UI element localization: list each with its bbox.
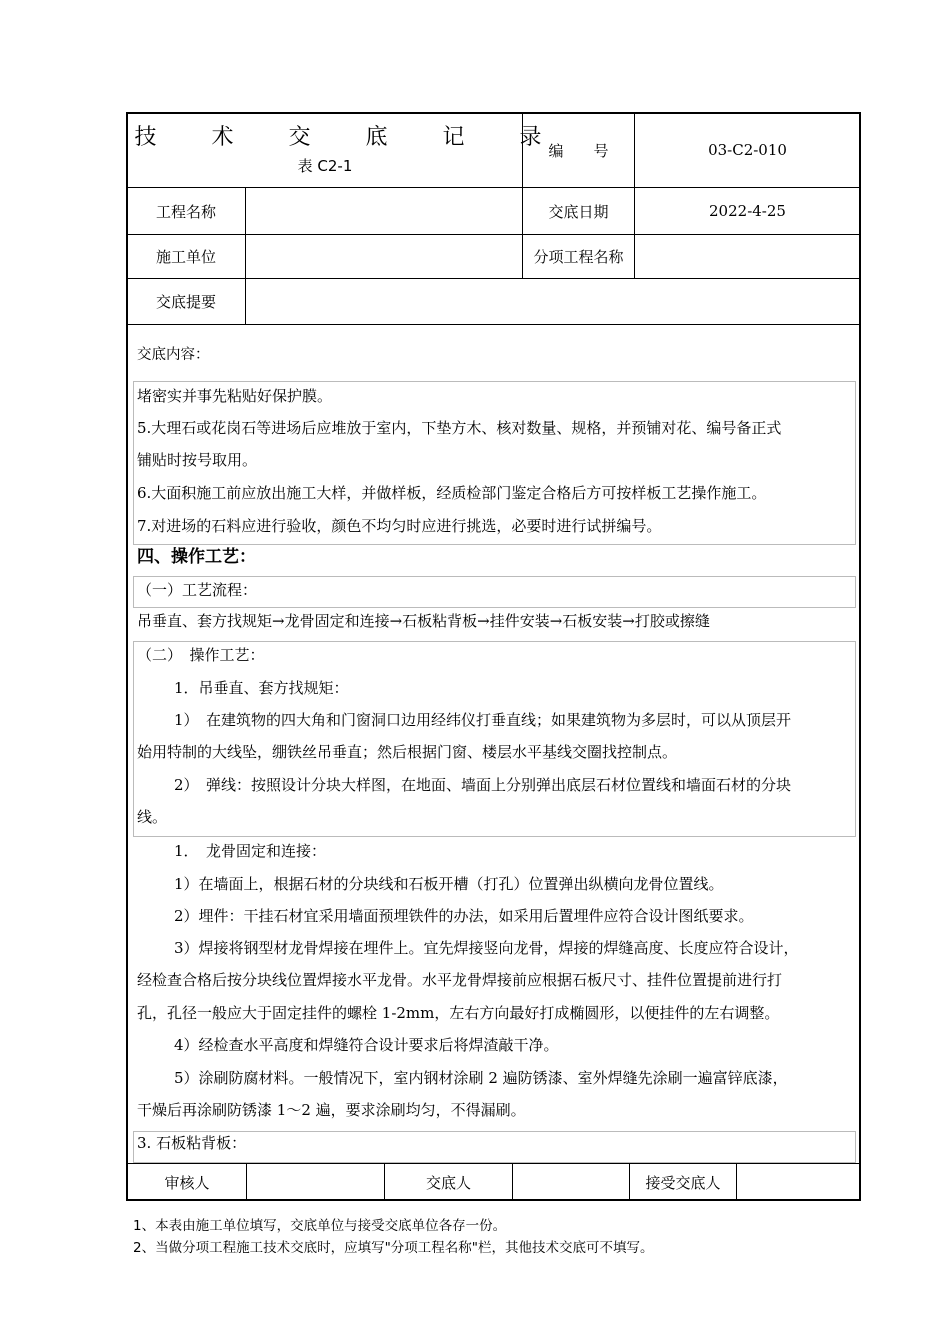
date-value[interactable]: 2022-4-25	[709, 202, 786, 220]
discloser-label: 交底人	[425, 1173, 471, 1192]
subproject-label: 分项工程名称	[533, 248, 624, 266]
content-line: 3. 石板粘背板：	[137, 1134, 247, 1152]
content-line: 5.大理石或花岗石等进场后应堆放于室内，下垫方木、核对数量、规格，并预铺对花、编号备正式	[137, 419, 782, 437]
content-line: 1） 在建筑物的四大角和门窗洞口边用经纬仪打垂直线；如果建筑物为多层时，可以从顶层开	[174, 711, 792, 729]
reviewer-label: 审核人	[164, 1173, 210, 1192]
content-line: 1．吊垂直、套方找规矩：	[174, 679, 349, 697]
content-line: 经检查合格后按分块线位置焊接水平龙骨。水平龙骨焊接前应根据石板尺寸、挂件位置提前进行打	[137, 971, 783, 989]
row-divider	[127, 324, 860, 325]
receiver-field[interactable]	[737, 1164, 860, 1200]
content-line: 2） 弹线：按照设计分块大样图，在地面、墙面上分别弹出底层石材位置线和墙面石材的分块	[174, 776, 792, 794]
content-line: 干燥后再涂刷防锈漆 1～2 遍，要求涂刷均匀，不得漏刷。	[137, 1101, 526, 1119]
content-line: 6.大面积施工前应放出施工大样，并做样板，经质检部门鉴定合格后方可按样板工艺操作施工。	[137, 484, 767, 502]
content-line: 铺贴时按号取用。	[137, 451, 258, 469]
summary-field[interactable]	[246, 279, 860, 324]
content-line: 吊垂直、套方找规矩→龙骨固定和连接→石板粘背板→挂件安装→石板安装→打胶或擦缝	[137, 612, 710, 630]
reviewer-field[interactable]	[247, 1164, 384, 1200]
content-line: 2）埋件：干挂石材宜采用墙面预埋铁件的办法，如采用后置埋件应符合设计图纸要求。	[174, 907, 754, 925]
section-heading: 四、操作工艺：	[137, 547, 256, 567]
content-line: 始用特制的大线坠，绷铁丝吊垂直；然后根据门窗、楼层水平基线交圈找控制点。	[137, 743, 678, 761]
content-line: 4）经检查水平高度和焊缝符合设计要求后将焊渣敲干净。	[174, 1036, 559, 1054]
subproject-field[interactable]	[635, 235, 860, 278]
unit-field[interactable]	[246, 235, 522, 278]
number-label: 编 号	[548, 141, 609, 160]
form-code: 表 C2-1	[297, 156, 353, 175]
project-name-field[interactable]	[246, 188, 522, 234]
date-label: 交底日期	[548, 202, 609, 221]
project-name-label: 工程名称	[155, 202, 216, 221]
content-line: 线。	[137, 808, 168, 826]
content-label: 交底内容：	[137, 347, 210, 363]
content-line: 孔，孔径一般应大于固定挂件的螺栓 1-2mm，左右方向最好打成椭圆形，以便挂件的左右调整。	[137, 1004, 780, 1022]
footnote: 1、本表由施工单位填写，交底单位与接受交底单位各存一份。	[133, 1218, 507, 1234]
summary-label: 交底提要	[155, 293, 216, 311]
content-line: （一）工艺流程：	[137, 581, 258, 599]
content-line: 1． 龙骨固定和连接：	[174, 842, 327, 860]
number-value: 03-C2-010	[708, 141, 787, 159]
section-box	[133, 641, 856, 837]
unit-label: 施工单位	[155, 248, 216, 266]
form-title: 技 术 交 底 记 录	[134, 124, 566, 150]
content-line: 1）在墙面上，根据石材的分块线和石板开槽（打孔）位置弹出纵横向龙骨位置线。	[174, 875, 724, 893]
content-line: 堵密实并事先粘贴好保护膜。	[137, 387, 333, 405]
content-line: 7.对进场的石料应进行验收，颜色不均匀时应进行挑选，必要时进行试拼编号。	[137, 517, 662, 535]
receiver-label: 接受交底人	[645, 1173, 721, 1192]
discloser-field[interactable]	[513, 1164, 629, 1200]
content-line: 5）涂刷防腐材料。一般情况下，室内钢材涂刷 2 遍防锈漆、室外焊缝先涂刷一遍富锌底漆，	[174, 1069, 788, 1087]
content-line: 3）焊接将钢型材龙骨焊接在埋件上。宜先焊接竖向龙骨，焊接的焊缝高度、长度应符合设计，	[174, 939, 799, 957]
footnote: 2、当做分项工程施工技术交底时，应填写"分项工程名称"栏，其他技术交底可不填写。	[133, 1240, 654, 1256]
content-line: （二） 操作工艺：	[137, 646, 265, 664]
